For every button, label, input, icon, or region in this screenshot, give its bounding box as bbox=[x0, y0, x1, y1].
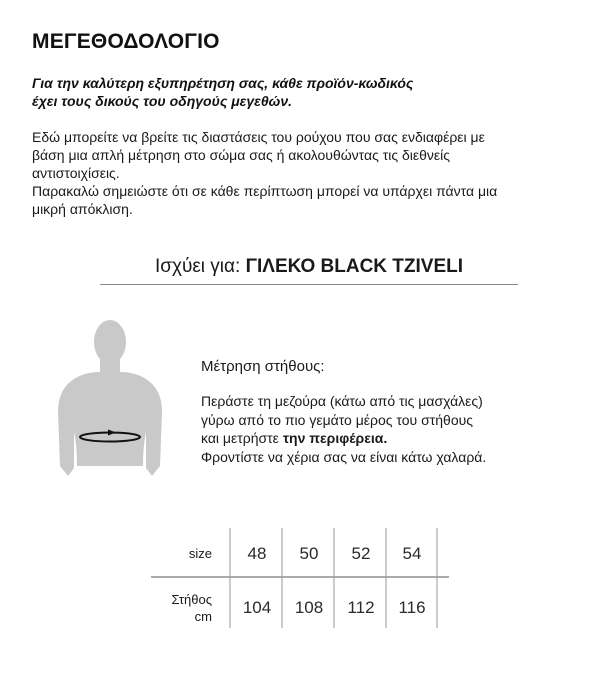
chest-row-label bbox=[150, 591, 212, 625]
size-cell: 52 bbox=[351, 544, 371, 563]
page-title: ΜΕΓΕΘΟΔΟΛΟΓΙΟ bbox=[32, 30, 220, 53]
description-line: Παρακαλώ σημειώστε ότι σε κάθε περίπτωση μπορεί να υπάρχει πάντα μια bbox=[32, 183, 498, 199]
size-row-label: size bbox=[188, 546, 212, 561]
instruction-line: Φροντίστε να χέρια σας να είναι κάτω χαλαρά. bbox=[201, 448, 487, 465]
applies-to-heading bbox=[100, 256, 518, 278]
description-line: αντιστοιχίσεις. bbox=[32, 165, 120, 181]
size-cell: 54 bbox=[402, 544, 422, 563]
description-line: βάση μια απλή μέτρηση στο σώμα σας ή ακολουθώντας τις διεθνείς bbox=[32, 147, 451, 163]
instruction-text: και μετρήστε bbox=[201, 430, 283, 446]
description bbox=[32, 128, 577, 218]
chest-cell: 116 bbox=[398, 598, 426, 617]
description-line: Εδώ μπορείτε να βρείτε τις διαστάσεις του ρούχου που σας ενδιαφέρει με bbox=[32, 129, 485, 145]
chest-cell: 108 bbox=[294, 598, 324, 617]
chest-unit: cm bbox=[194, 609, 212, 624]
chest-cell: 112 bbox=[347, 598, 375, 617]
description-line: μικρή απόκλιση. bbox=[32, 201, 133, 217]
figure-torso bbox=[58, 372, 162, 476]
intro-line: έχει τους δικούς του οδηγούς μεγεθών. bbox=[32, 93, 292, 109]
size-cell: 50 bbox=[299, 544, 319, 563]
intro-notice bbox=[32, 74, 572, 110]
heading-divider bbox=[100, 284, 518, 285]
applies-label: Ισχύει για: bbox=[154, 256, 246, 277]
instruction-line: Περάστε τη μεζούρα (κάτω από τις μασχάλες) bbox=[201, 393, 483, 409]
chest-cell: 104 bbox=[242, 598, 272, 617]
product-name: ΓΙΛΕΚΟ BLACK TZIVELI bbox=[245, 256, 464, 277]
torso-measure-icon bbox=[50, 316, 170, 486]
instruction-emphasis: την περιφέρεια. bbox=[282, 430, 388, 446]
size-cell: 48 bbox=[247, 544, 267, 563]
measurement-title: Μέτρηση στήθους: bbox=[201, 358, 325, 375]
measurement-instructions bbox=[201, 392, 581, 466]
instruction-line bbox=[201, 429, 581, 448]
figure-neck bbox=[100, 356, 120, 374]
instruction-line: γύρω από το πιο γεμάτο μέρος του στήθους bbox=[201, 411, 474, 428]
chest-label: Στήθος bbox=[171, 592, 212, 607]
intro-line: Για την καλύτερη εξυπηρέτηση σας, κάθε προϊόν-κωδικός bbox=[32, 75, 414, 91]
